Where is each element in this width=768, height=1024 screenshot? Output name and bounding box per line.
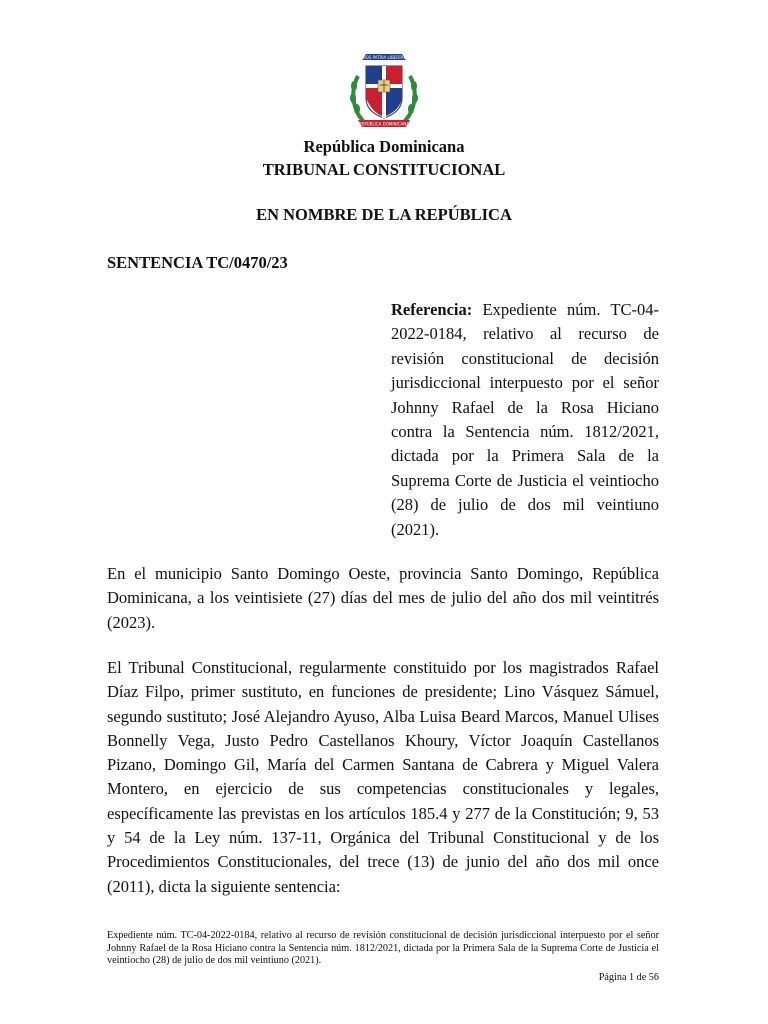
coat-of-arms-seal [344, 46, 424, 136]
paragraph-tribunal-composition: El Tribunal Constitucional, regularmente constituido por los magistrados Rafael Díaz Filpo, primer sustituto, en funciones de presidente; Lino Vásquez Sámuel, segundo sustituto; José Alejandro Ayuso, Alba Luisa Beard Marcos, Manuel Ulises Bonnelly Vega, Justo Pedro Castellanos Khoury, Víctor Joaquín Castellanos Pizano, Domingo Gil, María del Carmen Santana de Cabrera y Miguel Valera Montero, en ejercicio de sus competencias constitucionales y legales, específicamente las previstas en los artículos 185.4 y 277 de la Constitución; 9, 53 y 54 de la Ley núm. 137-11, Orgánica del Tribunal Constitucional y de los Procedimientos Constitucionales, del trece (13) de junio del año dos mil once (2011), dicta la siguiente sentencia: [107, 658, 659, 896]
paragraph-location-date: En el municipio Santo Domingo Oeste, provincia Santo Domingo, República Dominicana, a los veintisiete (27) días del mes de julio del año dos mil veintitrés (2023). [107, 564, 659, 632]
country-heading: República Dominicana [303, 137, 465, 156]
reference-text: Expediente núm. TC-04-2022-0184, relativo al recurso de revisión constitucional de decisión jurisdiccional interpuesto por el señor Johnny Rafael de la Rosa Hiciano contra la Sentencia núm. 1812/2021, dictada por la Primera Sala de la Suprema Corte de Justicia el veintiocho (28) de julio de dos mil veintiuno (2021). [391, 300, 659, 539]
invocation-heading: EN NOMBRE DE LA REPÚBLICA [256, 205, 512, 224]
sentence-id: SENTENCIA TC/0470/23 [107, 253, 288, 272]
court-heading: TRIBUNAL CONSTITUCIONAL [262, 160, 506, 179]
seal-motto-bottom: REPÚBLICA DOMINICANA [359, 121, 409, 127]
footer-case-reference: Expediente núm. TC-04-2022-0184, relativo al recurso de revisión constitucional de decisión jurisdiccional interpuesto por el señor Johnny Rafael de la Rosa Hiciano contra la Sentencia núm. 1812/2021, dictada por la Primera Sala de la Suprema Corte de Justicia el veintiocho (28) de julio de dos mil veintiuno (2021). [107, 930, 659, 967]
seal-motto-top: DIOS PATRIA LIBERTAD [361, 55, 407, 60]
page-number: Página 1 de 56 [598, 972, 659, 983]
reference-block [391, 298, 659, 542]
reference-label: Referencia: [391, 300, 473, 319]
